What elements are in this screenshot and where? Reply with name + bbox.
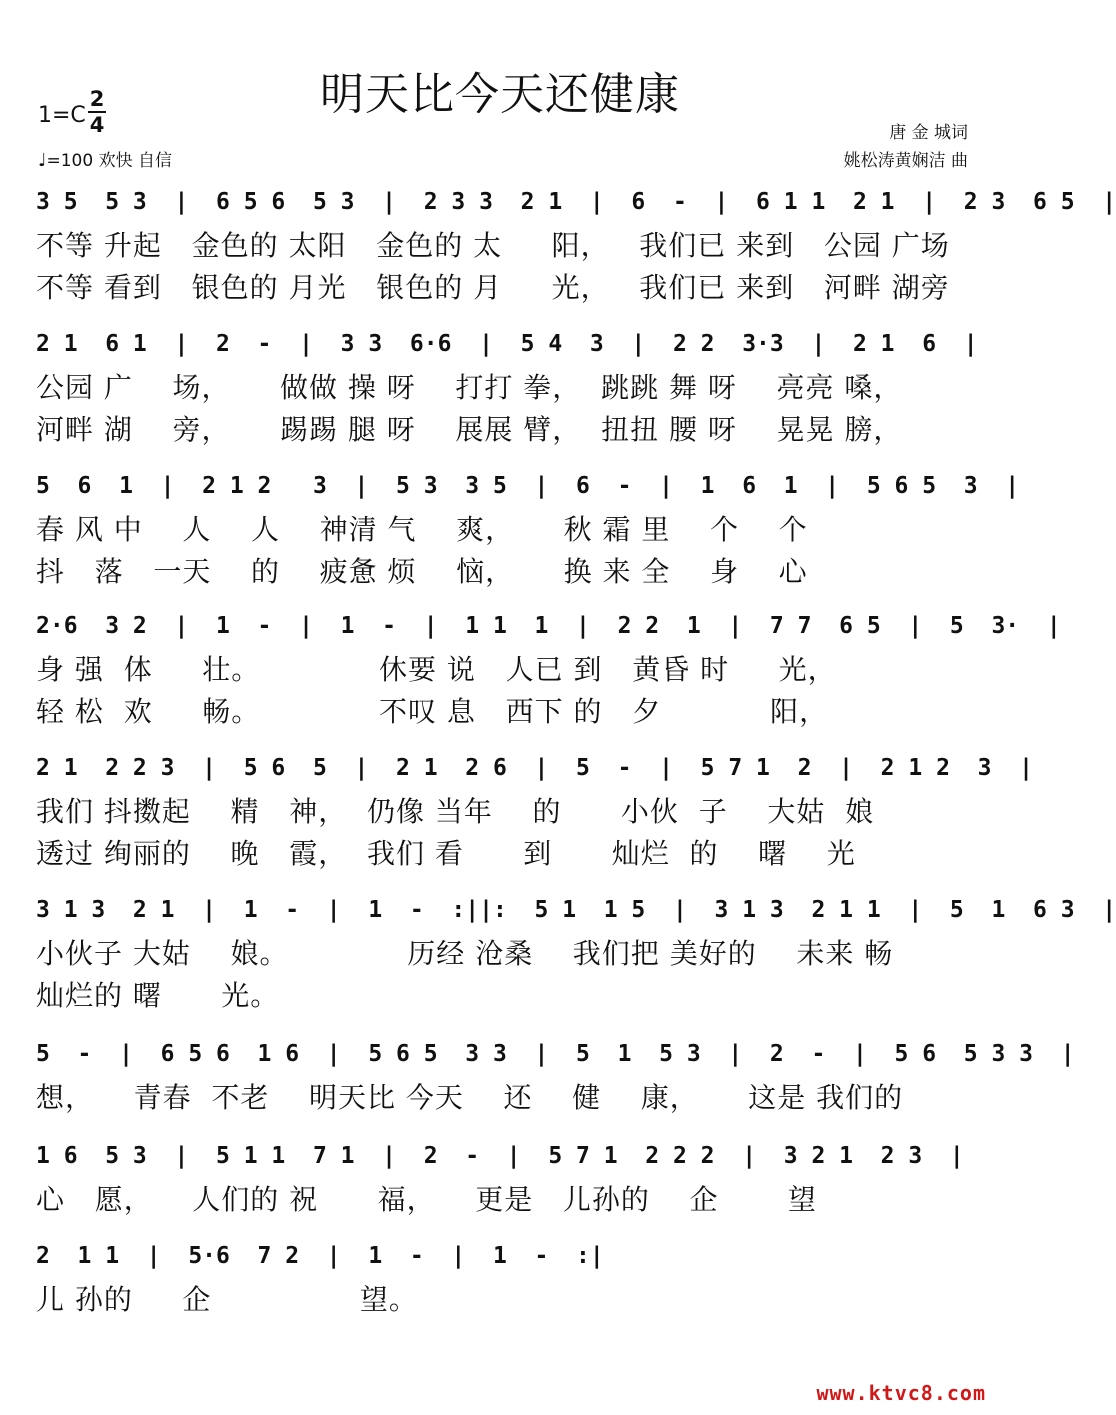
lyrics-verse-1: 我们 抖擞起 精 神， 仍像 当年 的 小伙 子 大姑 娘 [36,795,875,828]
lyrics-verse-1: 小伙子 大姑 娘。 历经 沧桑 我们把 美好的 未来 畅 [36,937,894,970]
notation-row: 5 6 1 | 2 1 2 3 | 5 3 3 5 | 6 - | 1 6 1 | 5 6 5 3 | [36,473,1020,499]
notation-row: 2 1 6 1 | 2 - | 3 3 6·6 | 5 4 3 | 2 2 3·3 | 2 1 6 | [36,331,978,357]
notation-row: 3 5 5 3 | 6 5 6 5 3 | 2 3 3 2 1 | 6 - | 6 1 1 2 1 | 2 3 6 5 | [36,189,1116,215]
score-line-3 [36,468,1020,598]
score-line-7 [36,1036,1075,1126]
score-line-1 [36,184,1116,314]
score-line-6 [36,892,1116,1022]
notation-row: 2·6 3 2 | 1 - | 1 - | 1 1 1 | 2 2 1 | 7 7 6 5 | 5 3· | [36,613,1061,639]
notation-row: 5 - | 6 5 6 1 6 | 5 6 5 3 3 | 5 1 5 3 | 2 - | 5 6 5 3 3 | [36,1041,1075,1067]
lyrics-verse-2: 不等 看到 银色的 月光 银色的 月 光， 我们已 来到 河畔 湖旁 [36,271,950,304]
score-line-2 [36,326,980,456]
score-line-5 [36,750,1033,880]
score-line-9 [36,1238,980,1328]
time-denominator: 4 [89,113,105,137]
lyrics-verse-2: 透过 绚丽的 晚 霞， 我们 看 到 灿烂 的 曙 光 [36,837,856,870]
score-line-8 [36,1138,980,1228]
notation-row: 1 6 5 3 | 5 1 1 7 1 | 2 - | 5 7 1 2 2 2 | 3 2 1 2 3 | [36,1143,964,1169]
notation-row: 2 1 2 2 3 | 5 6 5 | 2 1 2 6 | 5 - | 5 7 1 2 | 2 1 2 3 | [36,755,1033,781]
lyricist-credit: 唐 金 城词 [889,123,968,143]
lyrics-verse-1: 心 愿， 人们的 祝 福， 更是 儿孙的 企 望 [36,1183,817,1216]
lyrics-verse-1: 春 风 中 人 人 神清 气 爽， 秋 霜 里 个 个 [36,513,808,546]
lyrics-verse-1: 儿 孙的 企 望。 [36,1283,418,1316]
song-title: 明天比今天还健康 [320,69,680,120]
lyrics-verse-2: 抖 落 一天 的 疲惫 烦 恼， 换 来 全 身 心 [36,555,808,588]
composer-credit: 姚松涛黄娴洁 曲 [843,151,968,171]
tempo-marking [38,146,172,171]
lyrics-verse-2: 灿烂的 曙 光。 [36,979,280,1012]
notation-row: 3 1 3 2 1 | 1 - | 1 - :||: 5 1 1 5 | 3 1 3 2 1 1 | 5 1 6 3 | [36,897,1116,923]
time-numerator: 2 [89,87,105,111]
key-signature: 1=C [38,103,86,128]
lyrics-verse-2: 河畔 湖 旁， 踢踢 腿 呀 展展 臂， 扭扭 腰 呀 晃晃 膀， [36,413,903,446]
lyrics-verse-1: 公园 广 场， 做做 操 呀 打打 拳， 跳跳 舞 呀 亮亮 嗓， [36,371,903,404]
quarter-note-icon: ♩ [38,150,47,171]
time-signature [88,88,106,136]
score-line-4 [36,608,1061,738]
lyrics-verse-1: 身 强 体 壮。 休要 说 人已 到 黄昏 时 光， [36,653,837,686]
lyrics-verse-1: 想， 青春 不老 明天比 今天 还 健 康， 这是 我们的 [36,1081,904,1114]
notation-row: 2 1 1 | 5·6 7 2 | 1 - | 1 - :| [36,1243,604,1269]
tempo-text: =100 欢快 自信 [46,151,172,171]
lyrics-verse-2: 轻 松 欢 畅。 不叹 息 西下 的 夕 阳， [36,695,829,728]
site-watermark: www.ktvc8.com [816,1381,986,1405]
lyrics-verse-1: 不等 升起 金色的 太阳 金色的 太 阳， 我们已 来到 公园 广场 [36,229,950,262]
